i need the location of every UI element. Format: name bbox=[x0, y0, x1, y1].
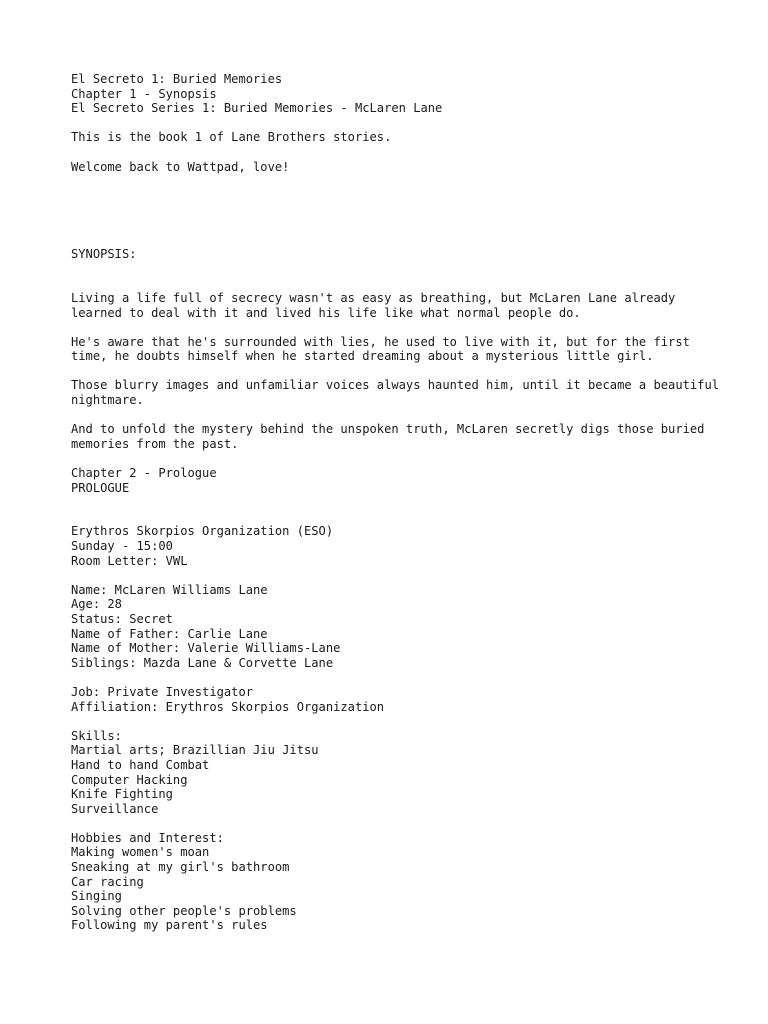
hobbies-item: Making women's moan bbox=[71, 845, 210, 860]
profile-father: Name of Father: Carlie Lane bbox=[71, 626, 268, 641]
hobbies-heading: Hobbies and Interest: bbox=[71, 830, 224, 845]
hobbies-item: Solving other people's problems bbox=[71, 903, 297, 918]
header-series: El Secreto Series 1: Buried Memories - McLaren Lane bbox=[71, 101, 443, 116]
document-page bbox=[71, 72, 721, 933]
header-title: El Secreto 1: Buried Memories bbox=[71, 72, 283, 86]
header-chapter: Chapter 1 - Synopsis bbox=[71, 86, 217, 101]
prologue-heading: PROLOGUE bbox=[71, 480, 130, 495]
location-time: Sunday - 15:00 bbox=[71, 539, 173, 554]
location-room: Room Letter: VWL bbox=[71, 553, 188, 568]
location-org: Erythros Skorpios Organization (ESO) bbox=[71, 524, 334, 539]
profile-job: Job: Private Investigator bbox=[71, 684, 254, 699]
profile-name: Name: McLaren Williams Lane bbox=[71, 582, 268, 597]
profile-age: Age: 28 bbox=[71, 597, 122, 612]
skills-item: Surveillance bbox=[71, 801, 159, 816]
skills-item: Martial arts; Brazillian Jiu Jitsu bbox=[71, 743, 319, 758]
synopsis-paragraph-2: He's aware that he's surrounded with lies, he used to live with it, but for the first time, he doubts himself when he started dreaming about a mysterious little girl. bbox=[71, 334, 690, 364]
profile-siblings: Siblings: Mazda Lane & Corvette Lane bbox=[71, 655, 334, 670]
skills-item: Hand to hand Combat bbox=[71, 757, 210, 772]
intro-welcome-line: Welcome back to Wattpad, love! bbox=[71, 159, 290, 174]
profile-mother: Name of Mother: Valerie Williams-Lane bbox=[71, 641, 341, 656]
synopsis-heading: SYNOPSIS: bbox=[71, 247, 137, 262]
chapter2-title: Chapter 2 - Prologue bbox=[71, 466, 217, 481]
profile-affiliation: Affiliation: Erythros Skorpios Organization bbox=[71, 699, 385, 714]
skills-heading: Skills: bbox=[71, 728, 122, 743]
profile-status: Status: Secret bbox=[71, 611, 173, 626]
synopsis-paragraph-3: Those blurry images and unfamiliar voices always haunted him, until it became a beautiful nightmare. bbox=[71, 378, 720, 408]
synopsis-paragraph-1: Living a life full of secrecy wasn't as easy as breathing, but McLaren Lane already learned to deal with it and lived his life like what normal people do. bbox=[71, 290, 676, 320]
hobbies-item: Car racing bbox=[71, 874, 144, 889]
hobbies-item: Singing bbox=[71, 889, 122, 904]
hobbies-item: Following my parent's rules bbox=[71, 918, 268, 933]
skills-item: Knife Fighting bbox=[71, 787, 173, 802]
skills-item: Computer Hacking bbox=[71, 772, 188, 787]
intro-book-line: This is the book 1 of Lane Brothers stories. bbox=[71, 130, 392, 145]
synopsis-paragraph-4: And to unfold the mystery behind the unspoken truth, McLaren secretly digs those buried memories from the past. bbox=[71, 422, 705, 451]
hobbies-item: Sneaking at my girl's bathroom bbox=[71, 860, 290, 875]
